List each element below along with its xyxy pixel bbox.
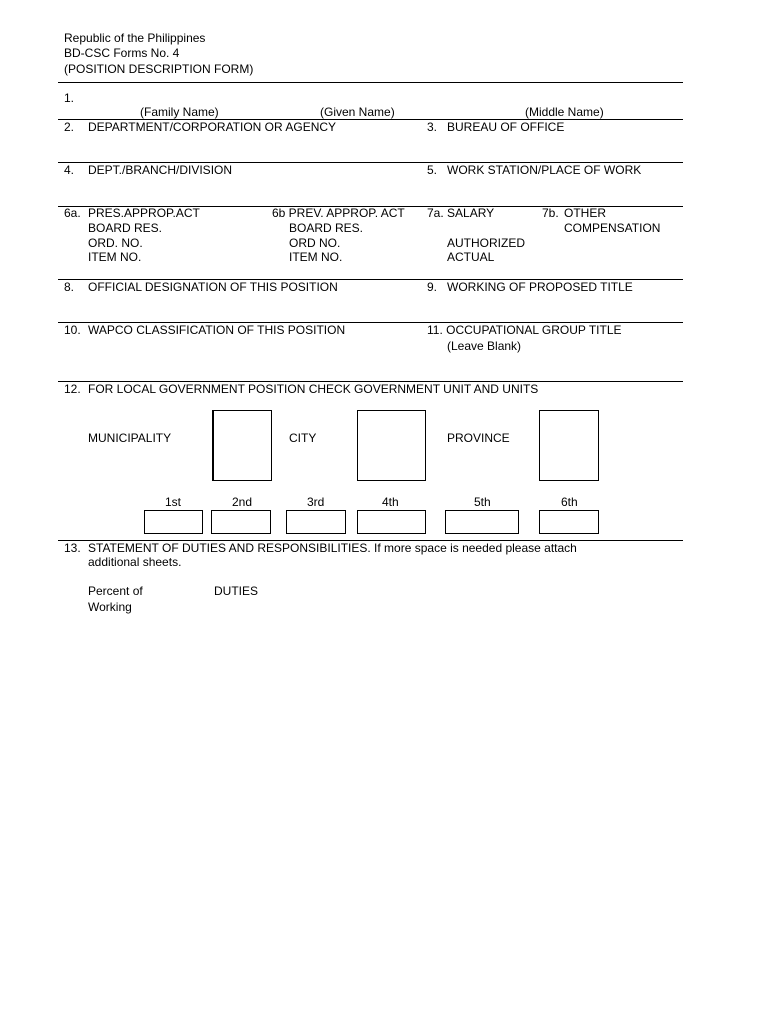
class-6th-checkbox[interactable] <box>539 510 599 534</box>
actual-label: ACTUAL <box>447 250 495 264</box>
bureau-label: BUREAU OF OFFICE <box>447 120 565 134</box>
municipality-label: MUNICIPALITY <box>88 431 172 445</box>
salary-label: 7a. SALARY <box>427 206 495 220</box>
proposed-title-label: WORKING OF PROPOSED TITLE <box>447 280 633 294</box>
province-checkbox[interactable] <box>539 410 599 481</box>
divider <box>58 82 683 83</box>
board-res-label: BOARD RES. <box>88 221 163 235</box>
ord-no-label: ORD NO. <box>289 236 341 250</box>
local-government-label: FOR LOCAL GOVERNMENT POSITION CHECK GOVERNMENT UNIT AND UNITS <box>88 382 539 396</box>
class-5th-checkbox[interactable] <box>445 510 519 534</box>
class-4th-label: 4th <box>382 495 399 509</box>
field-3-number: 3. <box>427 120 438 134</box>
field-1-number: 1. <box>64 91 75 105</box>
duties-column-label: DUTIES <box>214 584 259 598</box>
class-2nd-label: 2nd <box>232 495 253 509</box>
city-checkbox[interactable] <box>357 410 426 481</box>
field-13-number: 13. <box>64 541 81 555</box>
field-8-number: 8. <box>64 280 75 294</box>
field-2-number: 2. <box>64 120 75 134</box>
duties-statement-note: additional sheets. <box>88 555 182 569</box>
header-republic: Republic of the Philippines <box>64 31 206 45</box>
compensation-label: COMPENSATION <box>564 221 661 235</box>
given-name-label: (Given Name) <box>320 105 395 119</box>
pres-approp-act-label: PRES.APPROP.ACT <box>88 206 200 220</box>
division-label: DEPT./BRANCH/DIVISION <box>88 163 233 177</box>
other-label: OTHER <box>564 206 606 220</box>
wapco-classification-label: WAPCO CLASSIFICATION OF THIS POSITION <box>88 323 346 337</box>
prev-approp-act-label: 6b PREV. APPROP. ACT <box>272 206 405 220</box>
province-label: PROVINCE <box>447 431 510 445</box>
field-7b-number: 7b. <box>542 206 559 220</box>
class-3rd-checkbox[interactable] <box>286 510 346 534</box>
header-form-number: BD-CSC Forms No. 4 <box>64 46 180 60</box>
working-label: Working <box>88 600 132 614</box>
work-station-label: WORK STATION/PLACE OF WORK <box>447 163 642 177</box>
family-name-label: (Family Name) <box>140 105 219 119</box>
class-1st-label: 1st <box>165 495 182 509</box>
department-label: DEPARTMENT/CORPORATION OR AGENCY <box>88 120 337 134</box>
official-designation-label: OFFICIAL DESIGNATION OF THIS POSITION <box>88 280 338 294</box>
class-4th-checkbox[interactable] <box>357 510 426 534</box>
occupational-group-label: 11. OCCUPATIONAL GROUP TITLE <box>427 323 622 337</box>
percent-of-label: Percent of <box>88 584 143 598</box>
middle-name-label: (Middle Name) <box>525 105 604 119</box>
class-1st-checkbox[interactable] <box>144 510 203 534</box>
board-res-label: BOARD RES. <box>289 221 364 235</box>
duties-statement-label: STATEMENT OF DUTIES AND RESPONSIBILITIES. If more space is needed please attach <box>88 541 577 555</box>
ord-no-label: ORD. NO. <box>88 236 143 250</box>
city-label: CITY <box>289 431 317 445</box>
municipality-checkbox[interactable] <box>212 410 272 481</box>
field-12-number: 12. <box>64 382 81 396</box>
item-no-label: ITEM NO. <box>289 250 343 264</box>
field-4-number: 4. <box>64 163 75 177</box>
class-3rd-label: 3rd <box>307 495 325 509</box>
field-6a-number: 6a. <box>64 206 81 220</box>
class-5th-label: 5th <box>474 495 491 509</box>
class-2nd-checkbox[interactable] <box>211 510 271 534</box>
authorized-label: AUTHORIZED <box>447 236 525 250</box>
field-5-number: 5. <box>427 163 438 177</box>
field-9-number: 9. <box>427 280 438 294</box>
class-6th-label: 6th <box>561 495 578 509</box>
field-10-number: 10. <box>64 323 81 337</box>
header-form-title: (POSITION DESCRIPTION FORM) <box>64 62 254 76</box>
leave-blank-note: (Leave Blank) <box>447 339 522 353</box>
item-no-label: ITEM NO. <box>88 250 142 264</box>
